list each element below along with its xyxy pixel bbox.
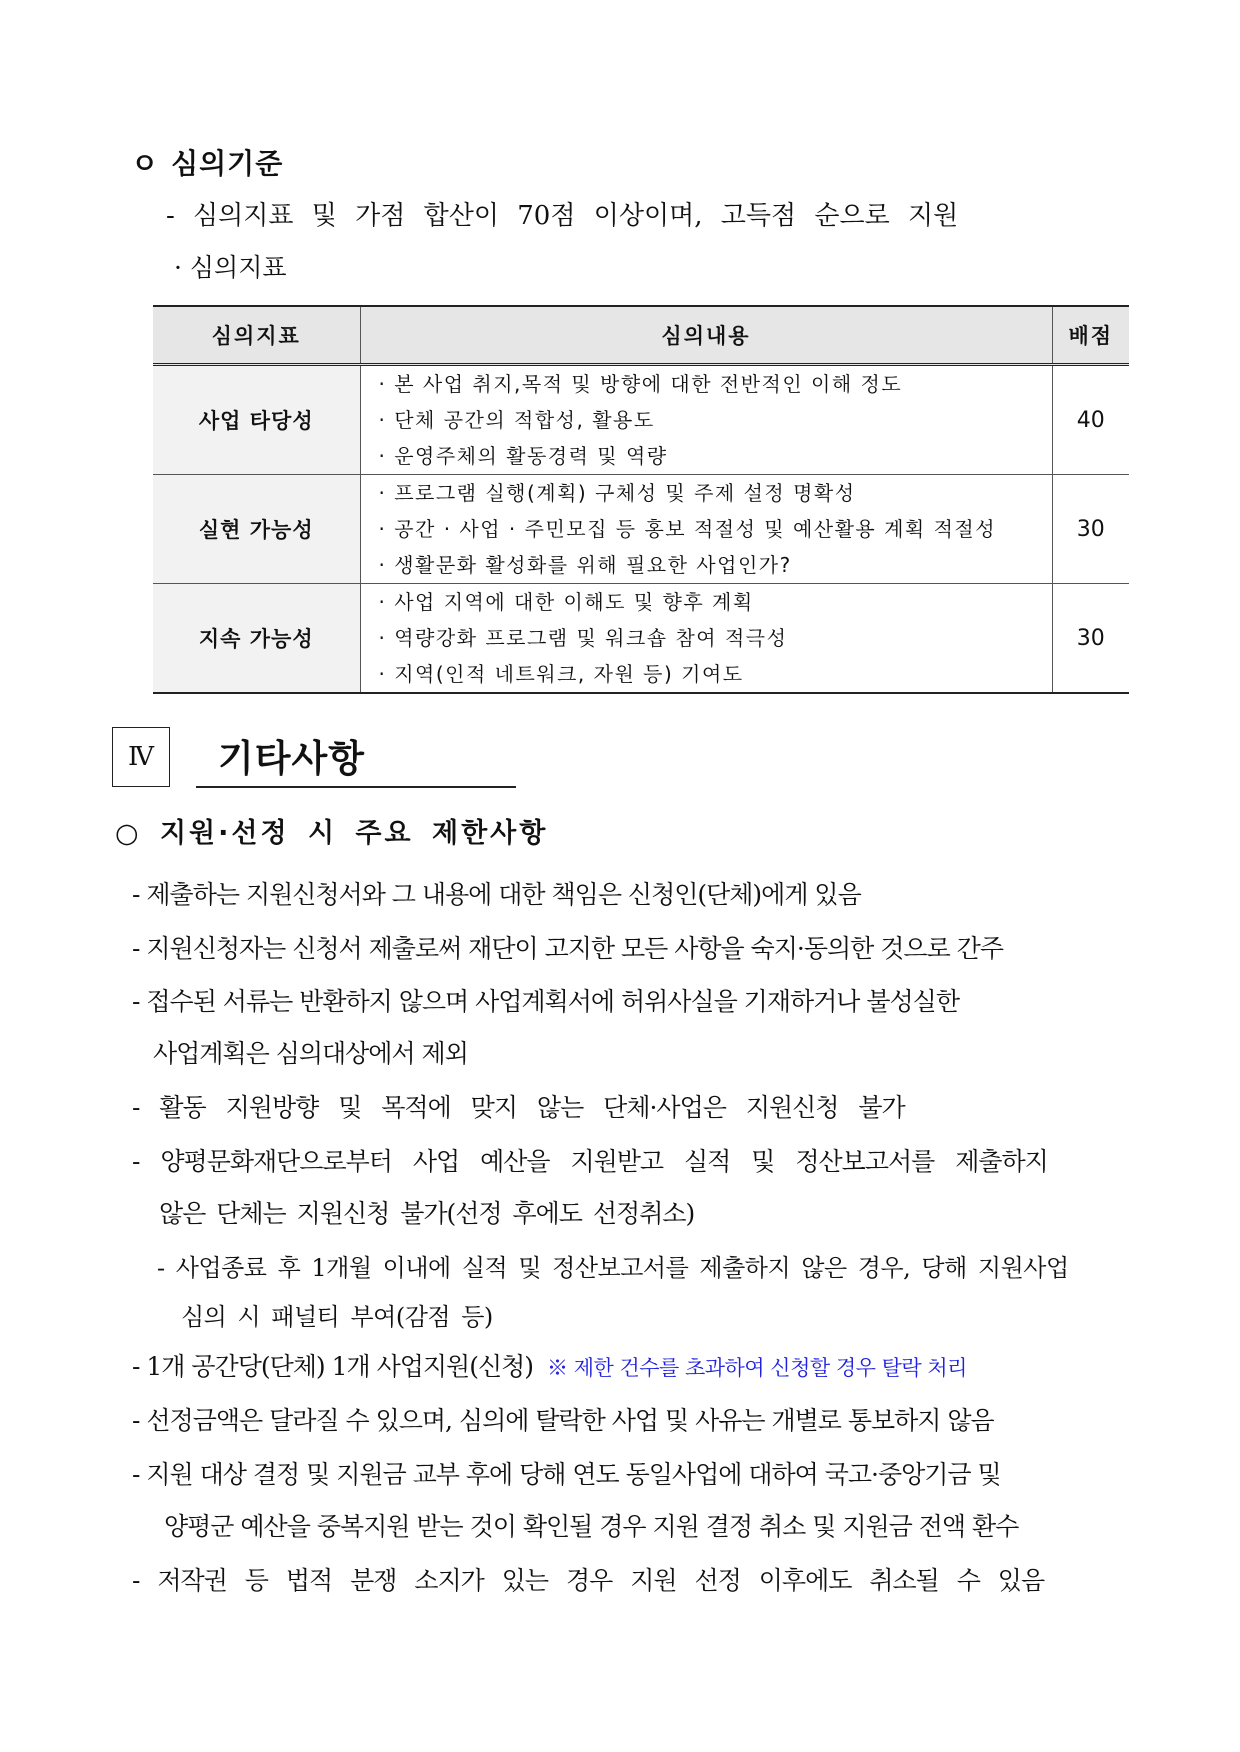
score-cell: 30 (1052, 475, 1129, 584)
table-row (153, 584, 1129, 694)
criteria-summary: - 심의지표 및 가점 합산이 70점 이상이며, 고득점 순으로 지원 (166, 201, 959, 231)
restriction-item: - 접수된 서류는 반환하지 않으며 사업계획서에 허위사실을 기재하거나 불성실한 (132, 987, 959, 1016)
criteria-bullet: ㅇ (131, 147, 160, 180)
content-line: · 본 사업 취지,목적 및 방향에 대한 전반적인 이해 정도 (378, 372, 903, 396)
indicator-cell: 사업 타당성 (153, 365, 360, 475)
indicator-cell: 지속 가능성 (153, 584, 360, 694)
table-header-content: 심의내용 (360, 306, 1052, 365)
content-cell (360, 365, 1052, 475)
restriction-item: - 양평문화재단으로부터 사업 예산을 지원받고 실적 및 정산보고서를 제출하지 (132, 1147, 1048, 1176)
section-title-underline (196, 786, 516, 788)
restriction-item: - 활동 지원방향 및 목적에 맞지 않는 단체·사업은 지원신청 불가 (132, 1093, 905, 1122)
table-header-indicator: 심의지표 (153, 306, 360, 365)
content-line: · 공간 · 사업 · 주민모집 등 홍보 적절성 및 예산활용 계획 적절성 (378, 517, 997, 541)
restriction-item-continuation: 양평군 예산을 중복지원 받는 것이 확인될 경우 지원 결정 취소 및 지원금 전액 환수 (164, 1512, 1019, 1541)
restriction-item: - 지원신청자는 신청서 제출로써 재단이 고지한 모든 사항을 숙지·동의한 것으로 간주 (132, 934, 1003, 963)
restriction-note: ※ 제한 건수를 초과하여 신청할 경우 탈락 처리 (547, 1356, 967, 1380)
criteria-title-text: 심의기준 (171, 147, 284, 180)
restriction-sub-item-continuation: 심의 시 패널티 부여(감점 등) (181, 1303, 493, 1331)
table-row (153, 475, 1129, 584)
restriction-item-continuation: 사업계획은 심의대상에서 제외 (153, 1039, 468, 1068)
restriction-item: - 지원 대상 결정 및 지원금 교부 후에 당해 연도 동일사업에 대하여 국고·중앙기금 및 (132, 1460, 1001, 1489)
evaluation-table (153, 305, 1129, 694)
section-title: 기타사항 (218, 737, 365, 780)
content-line: · 단체 공간의 적합성, 활용도 (378, 408, 655, 432)
table-header-score: 배점 (1052, 306, 1129, 365)
indicator-cell: 실현 가능성 (153, 475, 360, 584)
restrictions-heading: ○ 지원·선정 시 주요 제한사항 (115, 818, 549, 849)
content-line: · 프로그램 실행(계획) 구체성 및 주제 설정 명확성 (378, 481, 856, 505)
restriction-item (132, 1347, 967, 1388)
restriction-sub-item: - 사업종료 후 1개월 이내에 실적 및 정산보고서를 제출하지 않은 경우, 당해 지원사업 (157, 1254, 1069, 1282)
criteria-title (131, 146, 283, 182)
content-cell (360, 584, 1052, 694)
score-cell: 40 (1052, 365, 1129, 475)
restriction-item-continuation: 않은 단체는 지원신청 불가(선정 후에도 선정취소) (159, 1199, 695, 1228)
restriction-item-text: - 1개 공간당(단체) 1개 사업지원(신청) (132, 1352, 534, 1381)
criteria-sub-label: · 심의지표 (174, 253, 287, 282)
content-line: · 생활문화 활성화를 위해 필요한 사업인가? (378, 553, 792, 577)
table-row (153, 365, 1129, 475)
content-line: · 지역(인적 네트워크, 자원 등) 기여도 (378, 662, 744, 686)
content-line: · 역량강화 프로그램 및 워크숍 참여 적극성 (378, 626, 788, 650)
restriction-item: - 저작권 등 법적 분쟁 소지가 있는 경우 지원 선정 이후에도 취소될 수 있음 (132, 1566, 1045, 1595)
table-header-row (153, 306, 1129, 365)
content-line: · 운영주체의 활동경력 및 역량 (378, 444, 668, 468)
restriction-item: - 선정금액은 달라질 수 있으며, 심의에 탈락한 사업 및 사유는 개별로 통보하지 않음 (132, 1406, 994, 1435)
score-cell: 30 (1052, 584, 1129, 694)
content-cell (360, 475, 1052, 584)
content-line: · 사업 지역에 대한 이해도 및 향후 계획 (378, 590, 754, 614)
restriction-item: - 제출하는 지원신청서와 그 내용에 대한 책임은 신청인(단체)에게 있음 (132, 880, 861, 909)
section-number-box: Ⅳ (112, 727, 170, 787)
